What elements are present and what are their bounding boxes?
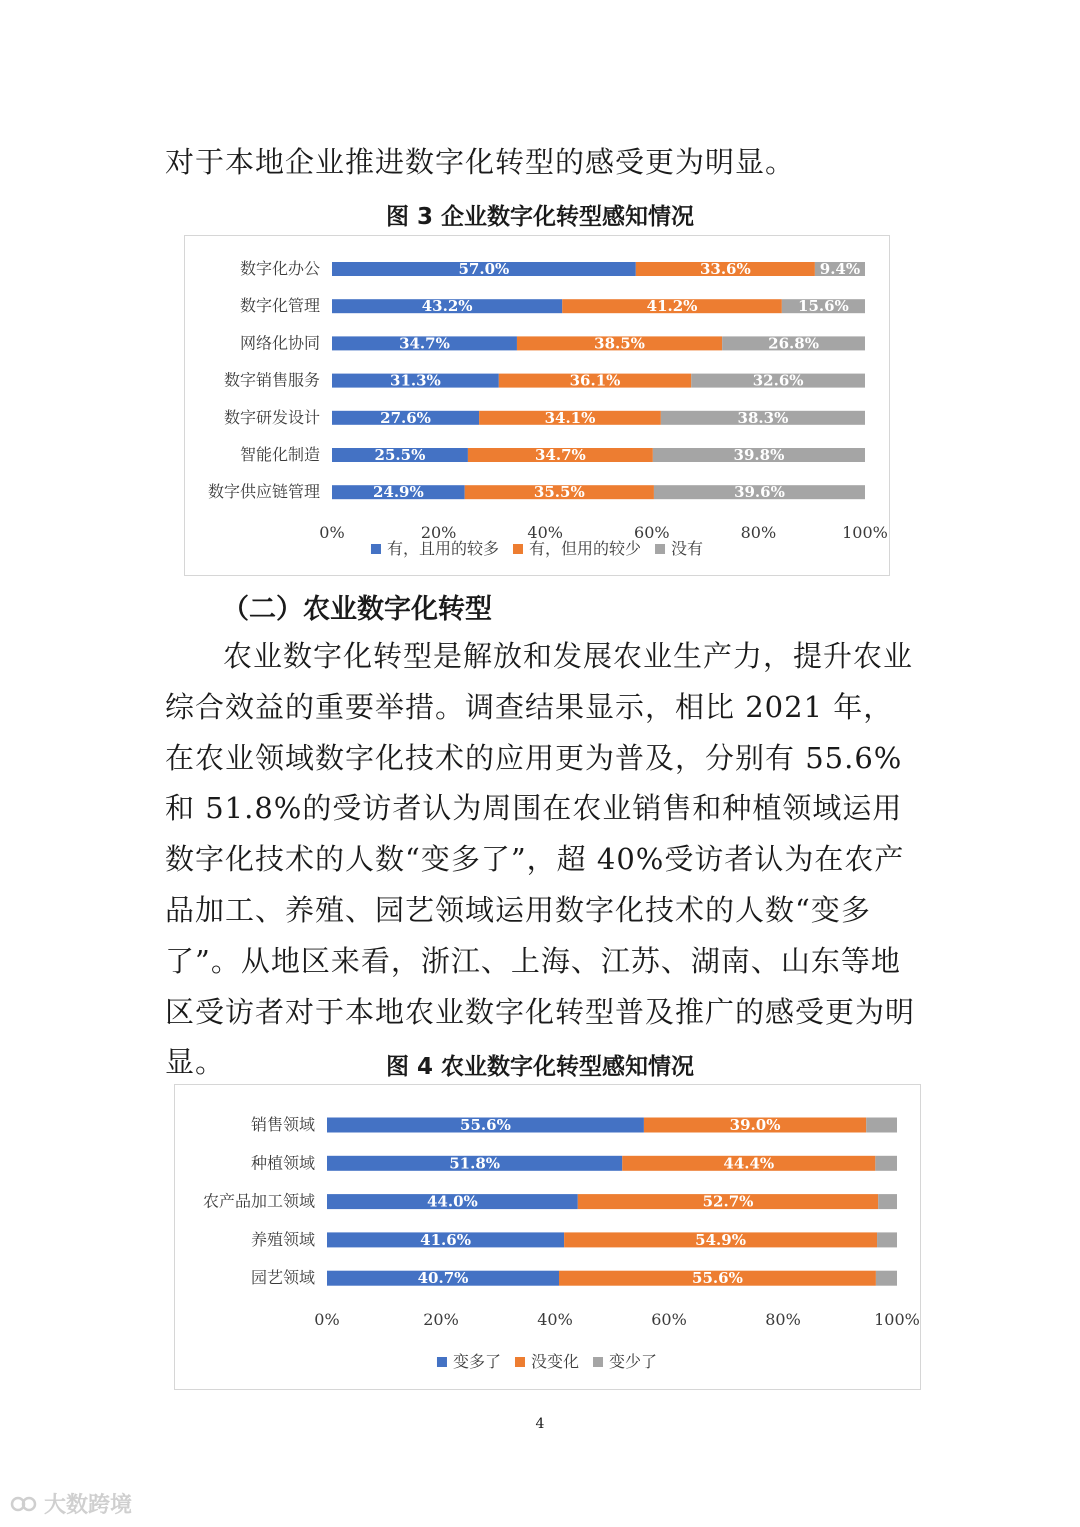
data-label: 54.9% bbox=[695, 1230, 746, 1249]
category-label: 网络化协同 bbox=[239, 333, 320, 353]
data-label: 55.6% bbox=[460, 1116, 511, 1134]
legend-swatch bbox=[513, 544, 523, 554]
data-label: 33.6% bbox=[699, 260, 751, 278]
data-label: 34.1% bbox=[544, 408, 596, 427]
x-tick-label: 40% bbox=[537, 1310, 573, 1329]
category-label: 智能化制造 bbox=[239, 445, 320, 464]
data-label: 39.8% bbox=[733, 446, 785, 464]
legend-label: 有，但用的较少 bbox=[528, 539, 642, 558]
data-label: 41.2% bbox=[646, 297, 698, 316]
section-heading: （二）农业数字化转型 bbox=[222, 594, 492, 625]
agriculture-paragraph: 农业数字化转型是解放和发展农业生产力，提升农业综合效益的重要举措。调查结果显示，相比 2021 年，在农业领域数字化技术的应用更为普及，分别有 55.6%和 51.8%的受访者认为周围在农业销售和种植领域运用数字化技术的人数“变多了”，超 40%受访者认为在农产品加工、养殖、园艺领域运用数字化技术的人数“变多了”。从地区来看，浙江、上海、江苏、湖南、山东等地区受访者对于本地农业数字化转型普及推广的感受更为明显。 bbox=[165, 639, 916, 1080]
data-label: 38.3% bbox=[737, 408, 789, 427]
figure4-chart bbox=[174, 1084, 921, 1390]
category-label: 农产品加工领域 bbox=[202, 1191, 315, 1211]
x-tick-label: 20% bbox=[423, 1310, 459, 1329]
legend-label: 变少了 bbox=[609, 1352, 658, 1371]
data-label: 32.6% bbox=[752, 371, 804, 390]
x-tick-label: 60% bbox=[634, 523, 670, 542]
bar-segment bbox=[866, 1118, 897, 1133]
x-tick-label: 80% bbox=[765, 1310, 801, 1329]
data-label: 43.2% bbox=[421, 297, 473, 316]
legend-swatch bbox=[371, 544, 381, 554]
x-tick-label: 60% bbox=[651, 1310, 687, 1329]
x-tick-label: 40% bbox=[527, 523, 563, 542]
data-label: 44.4% bbox=[723, 1154, 775, 1173]
x-tick-label: 100% bbox=[874, 1310, 920, 1329]
x-tick-label: 100% bbox=[842, 523, 888, 542]
category-label: 数字化办公 bbox=[239, 259, 320, 278]
category-label: 数字化管理 bbox=[239, 296, 320, 316]
bar-segment bbox=[875, 1156, 897, 1171]
data-label: 51.8% bbox=[449, 1154, 501, 1173]
watermark-text: 大数跨境 bbox=[44, 1493, 133, 1518]
legend bbox=[437, 1352, 657, 1371]
page-number: 4 bbox=[535, 1416, 545, 1432]
x-tick-label: 0% bbox=[319, 523, 345, 542]
data-label: 24.9% bbox=[372, 483, 424, 502]
data-label: 31.3% bbox=[390, 371, 441, 390]
category-label: 种植领域 bbox=[250, 1153, 315, 1173]
data-label: 36.1% bbox=[569, 371, 621, 390]
data-label: 55.6% bbox=[692, 1269, 743, 1288]
data-label: 57.0% bbox=[458, 260, 510, 278]
data-label: 34.7% bbox=[399, 334, 450, 353]
legend-swatch bbox=[593, 1357, 603, 1367]
category-label: 数字供应链管理 bbox=[207, 482, 320, 502]
data-label: 15.6% bbox=[798, 297, 849, 316]
data-label: 40.7% bbox=[417, 1269, 469, 1288]
legend-label: 没变化 bbox=[530, 1352, 580, 1371]
data-label: 39.0% bbox=[729, 1116, 781, 1134]
legend-label: 有，且用的较多 bbox=[386, 539, 499, 558]
category-label: 数字研发设计 bbox=[223, 407, 320, 427]
figure4-svg bbox=[175, 1085, 920, 1389]
figure4-title: 图 4 农业数字化转型感知情况 bbox=[385, 1054, 695, 1080]
figure3-svg bbox=[185, 236, 889, 575]
category-label: 销售领域 bbox=[250, 1115, 315, 1134]
x-tick-label: 0% bbox=[314, 1310, 340, 1329]
data-label: 38.5% bbox=[594, 334, 645, 353]
legend-swatch bbox=[515, 1357, 525, 1367]
category-label: 养殖领域 bbox=[250, 1229, 315, 1249]
bar-segment bbox=[877, 1232, 897, 1247]
data-label: 44.0% bbox=[427, 1192, 478, 1211]
category-label: 数字销售服务 bbox=[223, 370, 320, 390]
figure3-title: 图 3 企业数字化转型感知情况 bbox=[385, 204, 695, 230]
legend-swatch bbox=[437, 1357, 447, 1367]
watermark-logo-icon bbox=[10, 1493, 38, 1515]
x-tick-label: 80% bbox=[740, 523, 777, 542]
legend-swatch bbox=[655, 544, 665, 554]
category-label: 园艺领域 bbox=[250, 1268, 315, 1288]
data-label: 35.5% bbox=[533, 483, 585, 502]
data-label: 26.8% bbox=[768, 334, 819, 353]
data-label: 41.6% bbox=[420, 1230, 471, 1249]
bar-segment bbox=[876, 1271, 897, 1286]
data-label: 39.6% bbox=[734, 483, 785, 502]
intro-paragraph: 对于本地企业推进数字化转型的感受更为明显。 bbox=[165, 145, 796, 179]
x-tick-label: 20% bbox=[420, 523, 457, 542]
bar-segment bbox=[878, 1194, 897, 1209]
legend-label: 变多了 bbox=[452, 1352, 501, 1371]
data-label: 34.7% bbox=[534, 446, 586, 464]
data-label: 52.7% bbox=[702, 1192, 754, 1211]
legend-label: 没有 bbox=[671, 539, 704, 558]
data-label: 25.5% bbox=[374, 446, 426, 464]
data-label: 9.4% bbox=[819, 260, 861, 278]
data-label: 27.6% bbox=[380, 408, 431, 427]
watermark bbox=[10, 1488, 132, 1519]
figure3-chart bbox=[184, 235, 890, 576]
